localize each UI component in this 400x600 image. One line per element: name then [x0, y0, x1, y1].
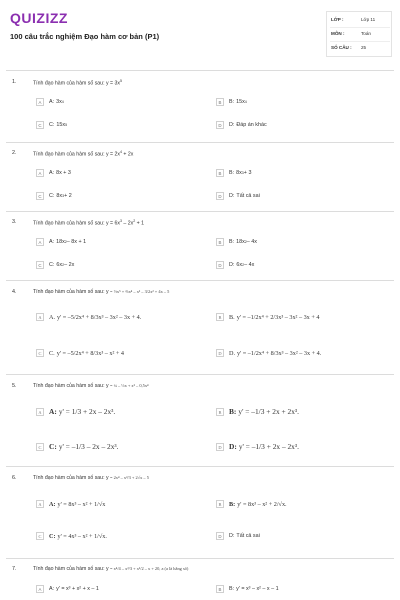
- option-d[interactable]: D D. y' = –1/2x⁴ + 8/3x³ – 3x² – 3x + 4.: [216, 349, 321, 357]
- question-number: 7.: [12, 566, 17, 572]
- option-b[interactable]: B B: y' = –1/3 + 2x + 2x³.: [216, 407, 299, 416]
- option-key-box: C: [36, 349, 44, 357]
- question-divider: [6, 142, 394, 143]
- meta-divider: [330, 27, 390, 28]
- option-a[interactable]: A A. y' = –5/2x⁴ + 8/3x³ – 3x² – 3x + 4.: [36, 313, 141, 321]
- option-key-box: C: [36, 121, 44, 129]
- question-prompt: Tính đạo hàm của hàm số sau: y = ½x⁵ + ⅔x⁴ – x³ – 3/2x² + 4x – 5: [33, 289, 170, 295]
- option-c[interactable]: C C: 8x 3 + 2: [36, 192, 72, 200]
- question-divider: [6, 466, 394, 467]
- option-key-box: B: [216, 98, 224, 106]
- question-prompt: Tính đạo hàm của hàm số sau: $y = 2x^4 + 2x$: [33, 150, 134, 158]
- worksheet-header: [0, 0, 400, 64]
- option-b[interactable]: B B. y' = –1/2x⁴ + 2/3x³ – 3x² – 3x + 4: [216, 313, 319, 321]
- option-key-box: D: [216, 121, 224, 129]
- option-key-box: D: [216, 443, 224, 451]
- question-number: 2.: [12, 150, 17, 156]
- option-key-box: D: [216, 192, 224, 200]
- option-key-box: C: [36, 261, 44, 269]
- prompt-formula: = ½x⁵ + ⅔x⁴ – x³ – 3/2x² + 4x – 5: [110, 289, 170, 294]
- header-divider: [6, 70, 394, 71]
- prompt-formula: = 2x⁴ – x³/3 + 2√x – 5: [110, 475, 149, 480]
- prompt-formula: = ¼ – ⅓x + x² – 0,5x⁴: [110, 383, 149, 388]
- option-a[interactable]: A A: y' = 1/3 + 2x – 2x³.: [36, 407, 115, 416]
- option-key-box: A: [36, 169, 44, 177]
- meta-divider: [330, 41, 390, 42]
- question-prompt: Tính đạo hàm của hàm số sau: $y = 3x^5$: [33, 79, 122, 87]
- option-key-box: A: [36, 238, 44, 246]
- worksheet-title: 100 câu trắc nghiệm Đạo hàm cơ bản (P1): [10, 32, 160, 41]
- question-prompt: Tính đạo hàm của hàm số sau: y = ¼ – ⅓x + x² – 0,5x⁴: [33, 383, 149, 389]
- option-b[interactable]: B B: 15x 4: [216, 98, 247, 106]
- option-d[interactable]: D D: Tất cả sai: [216, 532, 260, 540]
- option-key-box: A: [36, 313, 44, 321]
- option-key-box: A: [36, 585, 44, 593]
- option-b[interactable]: B B: 8x 3 + 3: [216, 169, 251, 177]
- question-number: 4.: [12, 289, 17, 295]
- option-c[interactable]: C C: y' = 4x³ – x² + 1/√x.: [36, 532, 107, 540]
- prompt-formula: = x⁴/4 – x³/3 + x²/2 – x + 20, a (a là hằng số): [110, 566, 189, 571]
- option-key-box: D: [216, 349, 224, 357]
- option-key-box: B: [216, 238, 224, 246]
- question-divider: [6, 211, 394, 212]
- option-key-box: B: [216, 313, 224, 321]
- quizizz-logo: QUIZIZZ: [10, 10, 68, 26]
- question-number: 1.: [12, 79, 17, 85]
- option-key-box: A: [36, 408, 44, 416]
- option-b[interactable]: B B: 18x 2 – 4x: [216, 238, 257, 246]
- option-a[interactable]: A A: 3x 4: [36, 98, 64, 106]
- option-key-box: B: [216, 500, 224, 508]
- option-c[interactable]: C C: 15x 5: [36, 121, 67, 129]
- option-c[interactable]: C C. y' = –5/2x⁴ + 8/3x³ – x² + 4: [36, 349, 124, 357]
- option-key-box: D: [216, 261, 224, 269]
- option-d[interactable]: D D: Đáp án khác: [216, 121, 267, 129]
- option-b[interactable]: B B: y' = x³ – x² – x – 1: [216, 585, 279, 593]
- question-divider: [6, 558, 394, 559]
- option-key-box: A: [36, 98, 44, 106]
- question-divider: [6, 374, 394, 375]
- option-key-box: B: [216, 169, 224, 177]
- meta-subject: MÔN : Toán: [331, 31, 371, 36]
- question-prompt: Tính đạo hàm của hàm số sau: y = 2x⁴ – x³/3 + 2√x – 5: [33, 475, 149, 481]
- option-key-box: C: [36, 443, 44, 451]
- option-key-box: A: [36, 500, 44, 508]
- option-key-box: C: [36, 192, 44, 200]
- option-key-box: D: [216, 532, 224, 540]
- option-c[interactable]: C C: 6x 2 – 2x: [36, 261, 74, 269]
- option-key-box: B: [216, 408, 224, 416]
- option-d[interactable]: D D: Tất cả sai: [216, 192, 260, 200]
- option-b[interactable]: B B: y' = 8x³ – x² + 2/√x.: [216, 500, 287, 508]
- question-divider: [6, 280, 394, 281]
- option-key-box: C: [36, 532, 44, 540]
- option-a[interactable]: A A: y' = 8x³ – x² + 1/√x: [36, 500, 105, 508]
- worksheet-meta-box: [326, 11, 392, 57]
- question-prompt: Tính đạo hàm của hàm số sau: $y = 6x^3 - 2x^2 + 1$: [33, 219, 145, 227]
- option-d[interactable]: D D: 6x 2 – 4x: [216, 261, 254, 269]
- question-number: 5.: [12, 383, 17, 389]
- option-c[interactable]: C C: y' = –1/3 – 2x – 2x³.: [36, 442, 118, 451]
- option-d[interactable]: D D: y' = –1/3 + 2x – 2x³.: [216, 442, 299, 451]
- option-a[interactable]: A A: 18x 2 – 8x + 1: [36, 238, 86, 246]
- option-a[interactable]: A A: y' = x³ + x² + x – 1: [36, 585, 99, 593]
- option-key-box: B: [216, 585, 224, 593]
- meta-count: SỐ CÂU : 25: [331, 45, 367, 50]
- option-a[interactable]: A A: 8x + 3: [36, 169, 71, 177]
- question-number: 6.: [12, 475, 17, 481]
- meta-grade: LỚP : Lớp 11: [331, 17, 376, 22]
- question-number: 3.: [12, 219, 17, 225]
- question-prompt: Tính đạo hàm của hàm số sau: y = x⁴/4 – x³/3 + x²/2 – x + 20, a (a là hằng số): [33, 566, 189, 572]
